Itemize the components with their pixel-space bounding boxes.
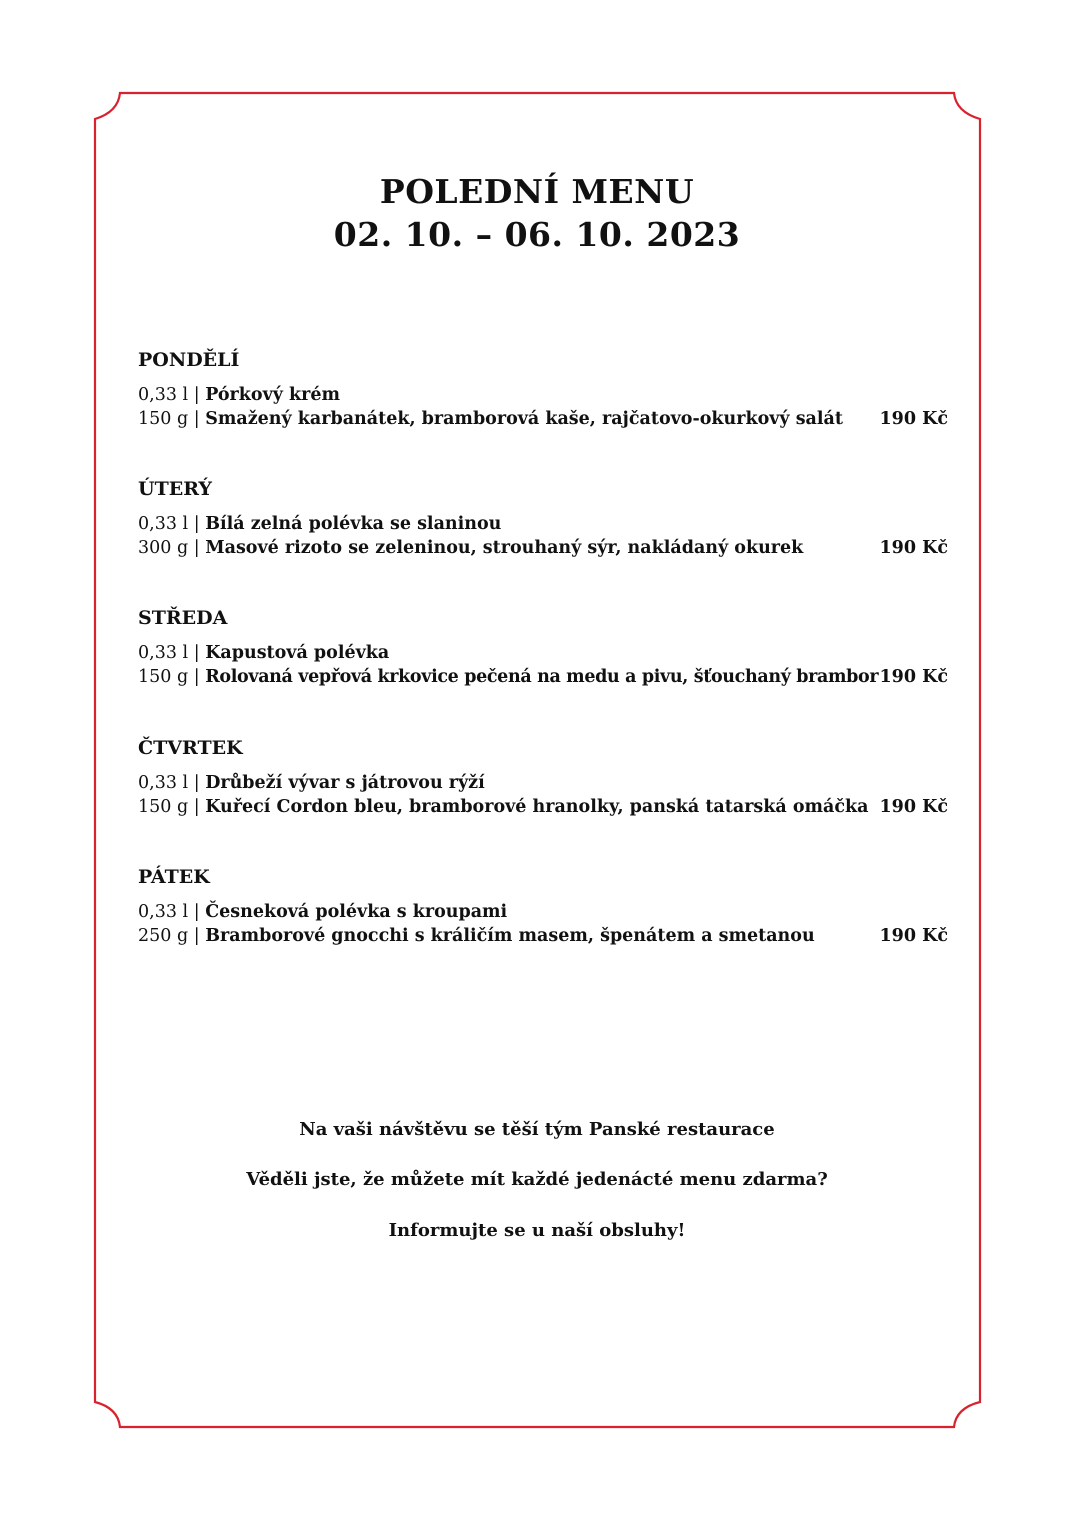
price: 190 Kč [879,537,948,558]
day-section-tuesday [138,477,948,560]
menu-title: POLEDNÍ MENU [379,172,695,211]
day-name: ČTVRTEK [138,737,243,759]
soup-row [138,772,948,796]
separator: | [193,902,200,922]
separator: | [193,796,200,817]
soup-row [138,513,948,537]
day-name: ÚTERÝ [138,478,212,500]
main-quantity: 150 g [138,408,189,429]
soup-quantity: 0,33 l [138,773,189,793]
day-section-thursday [138,736,948,819]
footer-promo-note: Informujte se u naší obsluhy! [388,1220,686,1241]
separator: | [193,925,200,946]
main-dish-row [138,925,948,949]
soup-row [138,384,948,408]
main-dish-name: Bramborové gnocchi s králičím masem, špenátem a smetanou [205,925,815,946]
main-quantity: 250 g [138,925,189,946]
footer-promo-question: Věděli jste, že můžete mít každé jedenácté menu zdarma? [246,1169,828,1190]
menu-dates: 02. 10. – 06. 10. 2023 [333,215,741,254]
soup-name: Kapustová polévka [205,643,390,663]
separator: | [193,514,200,534]
soup-name: Česneková polévka s kroupami [205,902,508,922]
separator: | [193,666,200,687]
main-quantity: 150 g [138,796,189,817]
main-dish-row [138,666,948,690]
main-dish-name: Smažený karbanátek, bramborová kaše, rajčatovo-okurkový salát [205,408,843,429]
soup-quantity: 0,33 l [138,514,189,534]
soup-name: Bílá zelná polévka se slaninou [205,514,502,534]
soup-quantity: 0,33 l [138,385,189,405]
price: 190 Kč [879,666,948,687]
soup-quantity: 0,33 l [138,902,189,922]
day-name: PÁTEK [138,866,210,888]
separator: | [193,537,200,558]
main-dish-name: Rolovaná vepřová krkovice pečená na medu a pivu, šťouchaný brambor [205,666,879,687]
main-dish-name: Masové rizoto se zeleninou, strouhaný sýr, nakládaný okurek [205,537,804,558]
day-section-friday [138,865,948,948]
soup-name: Drůbeží vývar s játrovou rýží [205,773,485,793]
price: 190 Kč [879,925,948,946]
main-dish-row [138,796,948,820]
soup-quantity: 0,33 l [138,643,189,663]
separator: | [193,643,200,663]
price: 190 Kč [879,796,948,817]
main-quantity: 150 g [138,666,189,687]
separator: | [193,385,200,405]
soup-row [138,642,948,666]
day-section-monday [138,348,948,431]
main-dish-row [138,408,948,432]
price: 190 Kč [879,408,948,429]
soup-row [138,901,948,925]
day-name: PONDĚLÍ [138,349,240,371]
separator: | [193,773,200,793]
soup-name: Pórkový krém [205,385,340,405]
main-quantity: 300 g [138,537,189,558]
footer-greeting: Na vaši návštěvu se těší tým Panské restaurace [299,1119,775,1140]
day-name: STŘEDA [138,607,228,629]
main-dish-row [138,537,948,561]
separator: | [193,408,200,429]
main-dish-name: Kuřecí Cordon bleu, bramborové hranolky, panská tatarská omáčka [205,796,869,817]
day-section-wednesday [138,606,948,689]
